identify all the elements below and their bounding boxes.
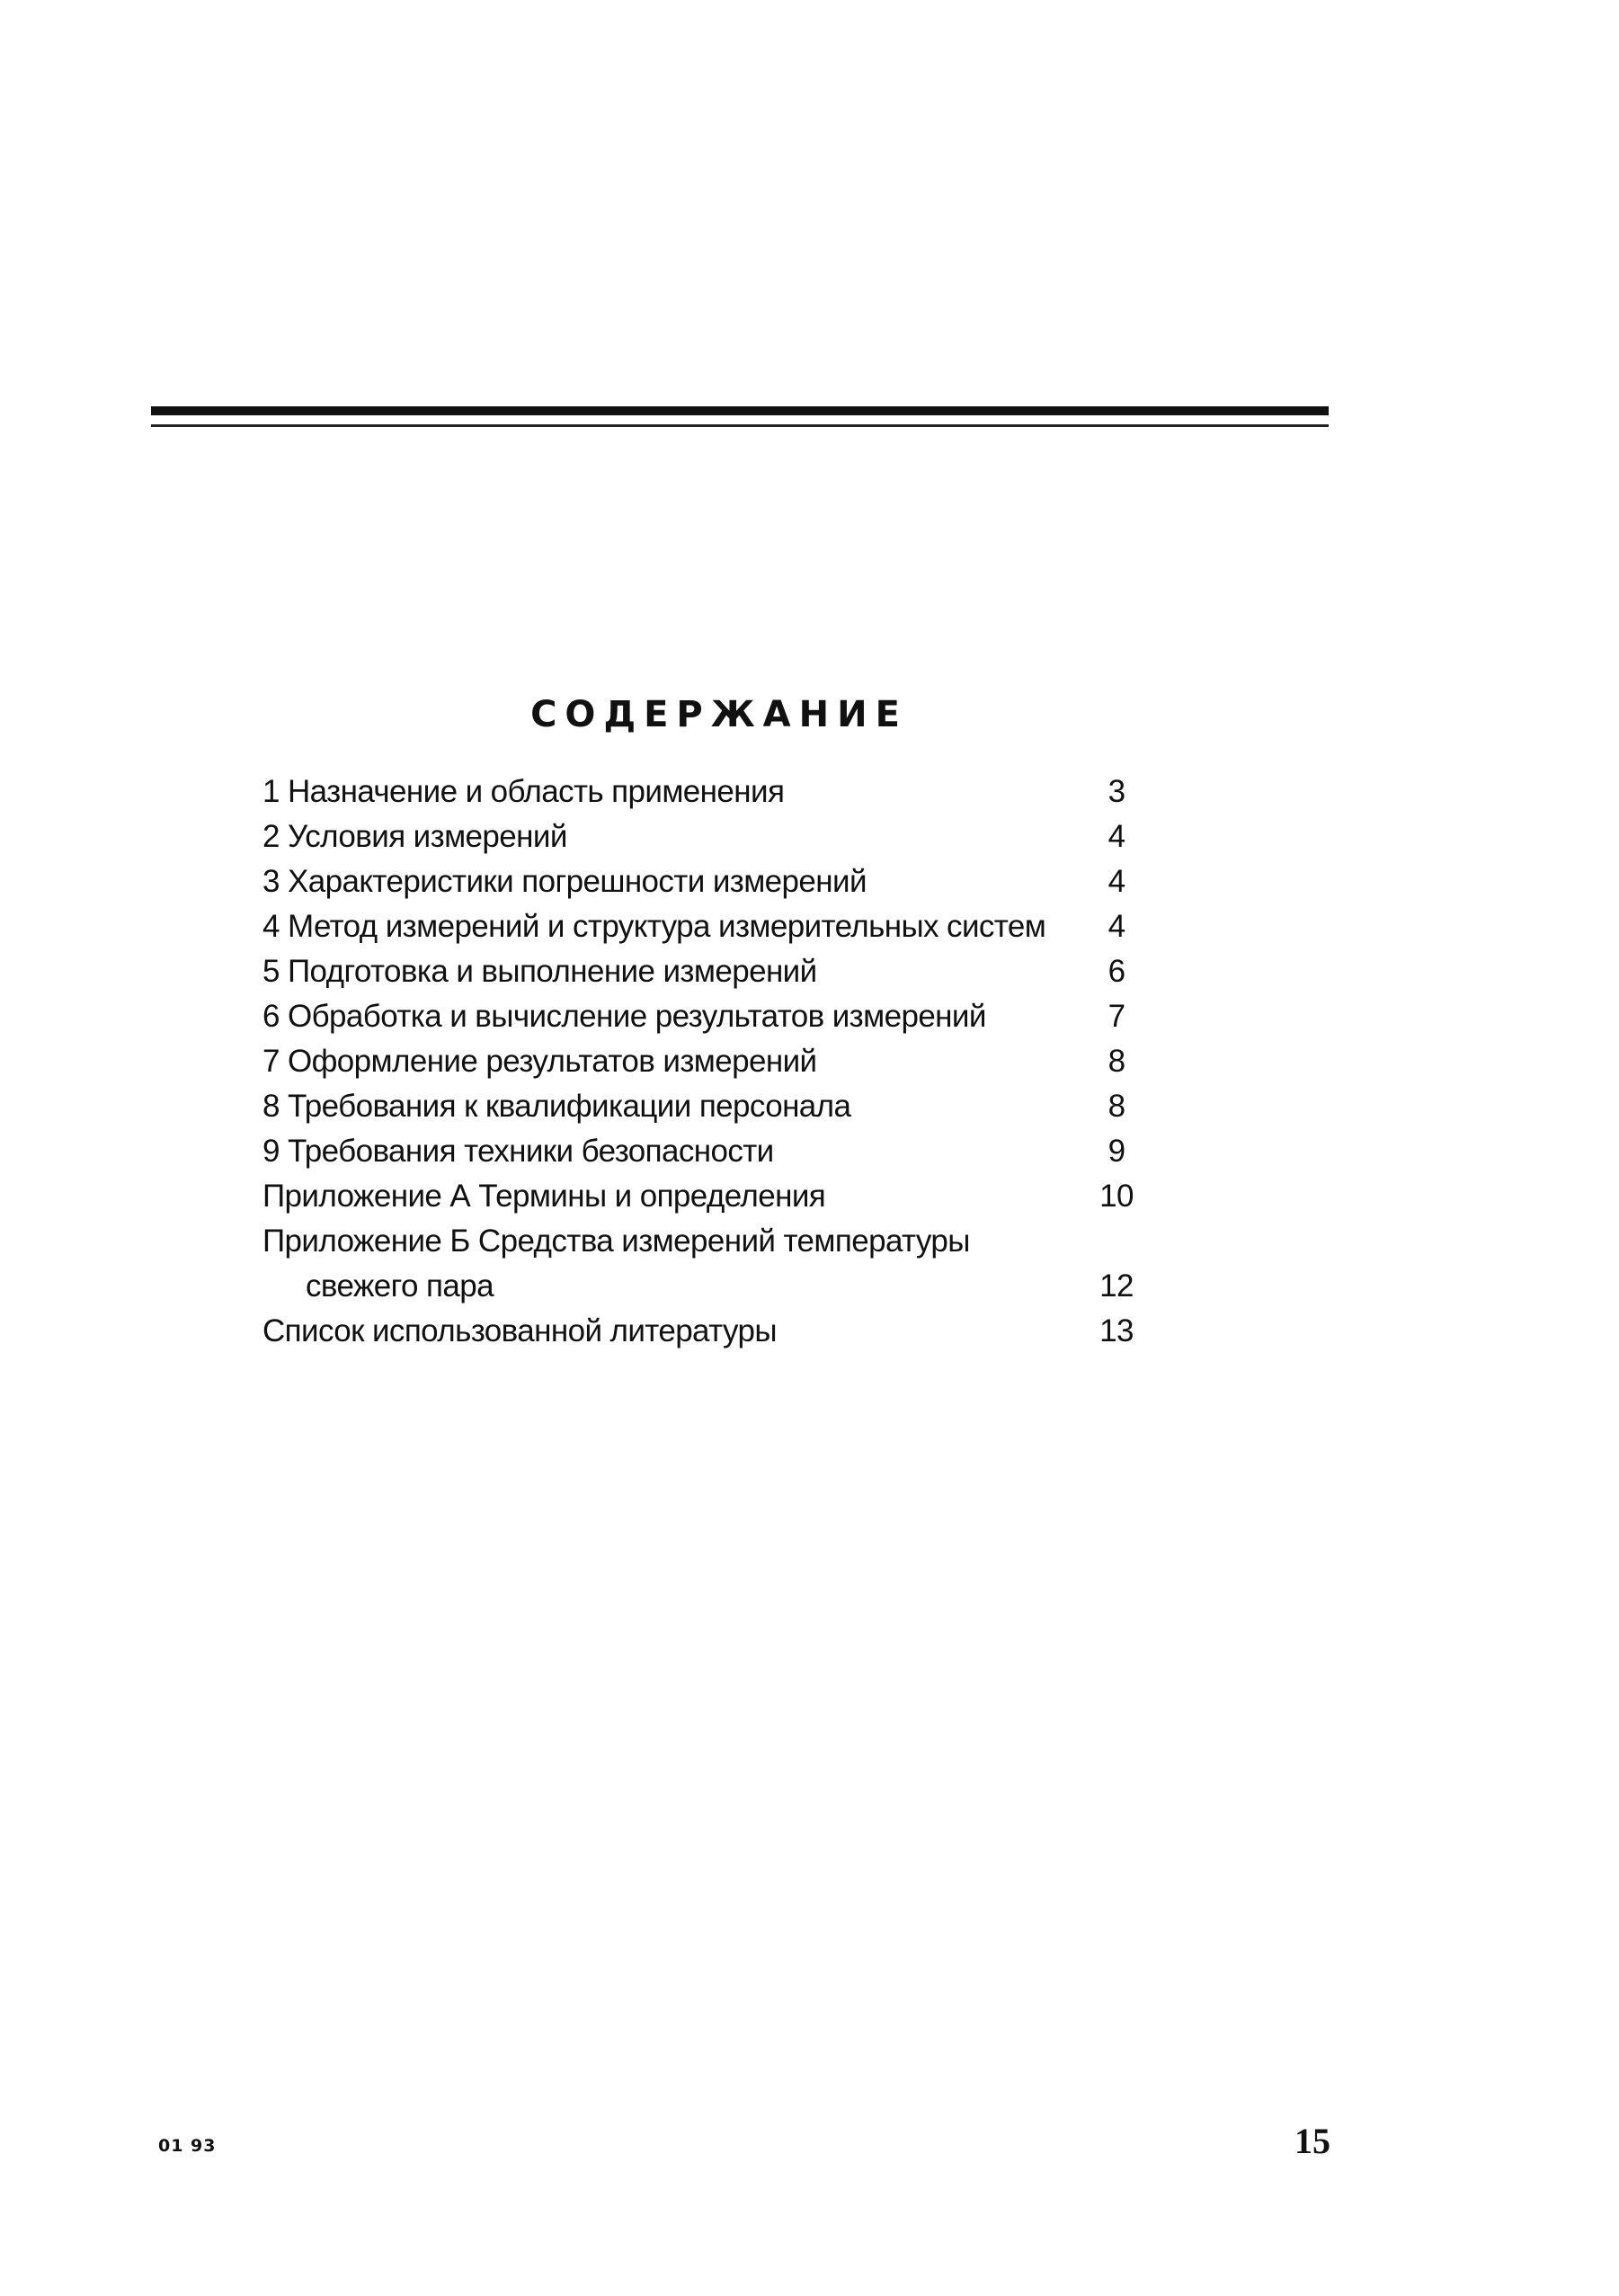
toc-item-page: 4 [1108,864,1125,899]
toc-item-page: 3 [1108,774,1125,809]
toc-item[interactable] [262,814,1161,859]
toc-item[interactable] [262,1219,1161,1264]
toc-item[interactable] [262,949,1161,994]
toc-title: СОДЕРЖАНИЕ [530,694,908,735]
table-of-contents [262,770,1161,1354]
toc-item[interactable] [262,994,1161,1039]
toc-item-text: Приложение А Термины и определения [262,1179,826,1214]
toc-item-page: 7 [1108,999,1125,1034]
toc-item-page: 8 [1108,1089,1125,1124]
toc-item-text: 9 Требования техники безопасности [262,1134,774,1169]
toc-item-page: 12 [1099,1268,1134,1304]
toc-item[interactable] [262,1309,1161,1354]
header-rule-thin [151,424,1329,427]
toc-item-page: 9 [1108,1134,1125,1169]
toc-item[interactable] [262,904,1161,949]
toc-item-text: 6 Обработка и вычисление результатов измерений [262,999,986,1034]
toc-item-text: 7 Оформление результатов измерений [262,1044,817,1079]
toc-item-text: 2 Условия измерений [262,819,567,854]
footer-code: 01 93 [158,2136,217,2156]
toc-item-text: 8 Требования к квалификации персонала [262,1089,851,1124]
header-rule-thick [151,406,1329,415]
toc-item-page: 4 [1108,909,1125,944]
toc-item-page: 13 [1099,1313,1134,1348]
toc-item[interactable] [262,1174,1161,1219]
toc-item-text: 5 Подготовка и выполнение измерений [262,954,817,989]
toc-item-text: 4 Метод измерений и структура измерительных систем [262,909,1046,944]
toc-item-text: 1 Назначение и область применения [262,774,785,809]
toc-item-page: 6 [1108,954,1125,989]
toc-item-text: свежего пара [306,1268,494,1304]
toc-item[interactable] [262,859,1161,904]
toc-item-text: Список использованной литературы [262,1313,777,1348]
toc-item-text: 3 Характеристики погрешности измерений [262,864,867,899]
toc-item-page: 4 [1108,819,1125,854]
toc-item-continuation[interactable] [262,1264,1161,1309]
toc-item-page: 8 [1108,1044,1125,1079]
toc-item[interactable] [262,770,1161,814]
toc-item[interactable] [262,1129,1161,1174]
toc-item-text: Приложение Б Средства измерений температуры [262,1224,970,1259]
page-number: 15 [1294,2121,1330,2161]
toc-item-page: 10 [1099,1179,1134,1214]
toc-item[interactable] [262,1039,1161,1084]
toc-item[interactable] [262,1084,1161,1129]
